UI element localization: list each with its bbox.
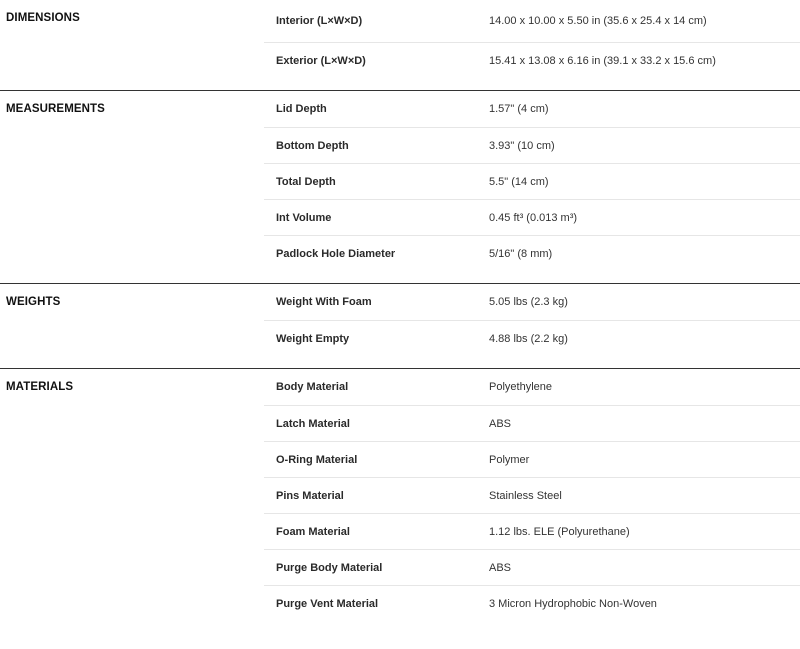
spec-value: 5.5" (14 cm) <box>489 175 549 188</box>
spec-value: ABS <box>489 561 512 574</box>
spec-value: 0.45 ft³ (0.013 m³) <box>489 211 578 224</box>
section-rows <box>264 284 800 368</box>
spec-label: Purge Vent Material <box>276 597 379 610</box>
spec-label: Pins Material <box>276 489 344 502</box>
spec-label: O-Ring Material <box>276 453 358 466</box>
spec-label: Bottom Depth <box>276 139 349 152</box>
section-rows <box>264 369 800 621</box>
spec-value: 3.93" (10 cm) <box>489 139 555 152</box>
section-spacer <box>264 271 800 283</box>
spec-label: Total Depth <box>276 175 336 188</box>
spec-value: 4.88 lbs (2.2 kg) <box>489 332 568 345</box>
spec-value: 15.41 x 13.08 x 6.16 in (39.1 x 33.2 x 15.6 cm) <box>489 54 716 67</box>
section-spacer <box>264 356 800 368</box>
spec-row <box>264 199 800 235</box>
spec-row <box>264 549 800 585</box>
spec-value: 1.12 lbs. ELE (Polyurethane) <box>489 525 630 538</box>
spec-row <box>264 369 800 405</box>
spec-label: Latch Material <box>276 417 350 430</box>
section-spacer <box>264 78 800 90</box>
spec-row <box>264 477 800 513</box>
spec-value: ABS <box>489 417 512 430</box>
spec-value: 3 Micron Hydrophobic Non-Woven <box>489 597 657 610</box>
spec-label: Exterior (L×W×D) <box>276 54 366 67</box>
spec-row <box>264 405 800 441</box>
spec-value: 1.57" (4 cm) <box>489 103 549 115</box>
spec-label: Interior (L×W×D) <box>276 15 363 27</box>
spec-value: Polyethylene <box>489 381 552 393</box>
spec-row <box>264 127 800 163</box>
spec-value: 5.05 lbs (2.3 kg) <box>489 296 568 308</box>
spec-row <box>264 235 800 271</box>
spec-label: Weight Empty <box>276 332 350 345</box>
spec-label: Int Volume <box>276 211 332 224</box>
spec-label: Lid Depth <box>276 103 327 115</box>
section-title: MEASUREMENTS <box>6 103 105 115</box>
spec-label: Weight With Foam <box>276 296 372 308</box>
spec-value: Polymer <box>489 453 530 466</box>
spec-row <box>264 284 800 320</box>
section-dimensions <box>0 0 800 90</box>
section-title: WEIGHTS <box>6 296 61 308</box>
spec-label: Purge Body Material <box>276 561 383 574</box>
spec-value: 14.00 x 10.00 x 5.50 in (35.6 x 25.4 x 14 cm) <box>489 15 707 27</box>
section-measurements <box>0 90 800 283</box>
spec-row <box>264 42 800 78</box>
section-materials <box>0 368 800 621</box>
section-title: DIMENSIONS <box>6 12 80 24</box>
spec-label: Body Material <box>276 381 349 393</box>
spec-row <box>264 585 800 621</box>
spec-row <box>264 513 800 549</box>
spec-row <box>264 0 800 42</box>
section-title: MATERIALS <box>6 381 74 393</box>
spec-label: Padlock Hole Diameter <box>276 247 396 260</box>
spec-label: Foam Material <box>276 525 350 538</box>
spec-value: 5/16" (8 mm) <box>489 247 553 260</box>
spec-value: Stainless Steel <box>489 489 562 502</box>
section-rows <box>264 0 800 90</box>
spec-row <box>264 320 800 356</box>
section-rows <box>264 91 800 283</box>
spec-row <box>264 163 800 199</box>
section-weights <box>0 283 800 368</box>
spec-row <box>264 91 800 127</box>
spec-row <box>264 441 800 477</box>
